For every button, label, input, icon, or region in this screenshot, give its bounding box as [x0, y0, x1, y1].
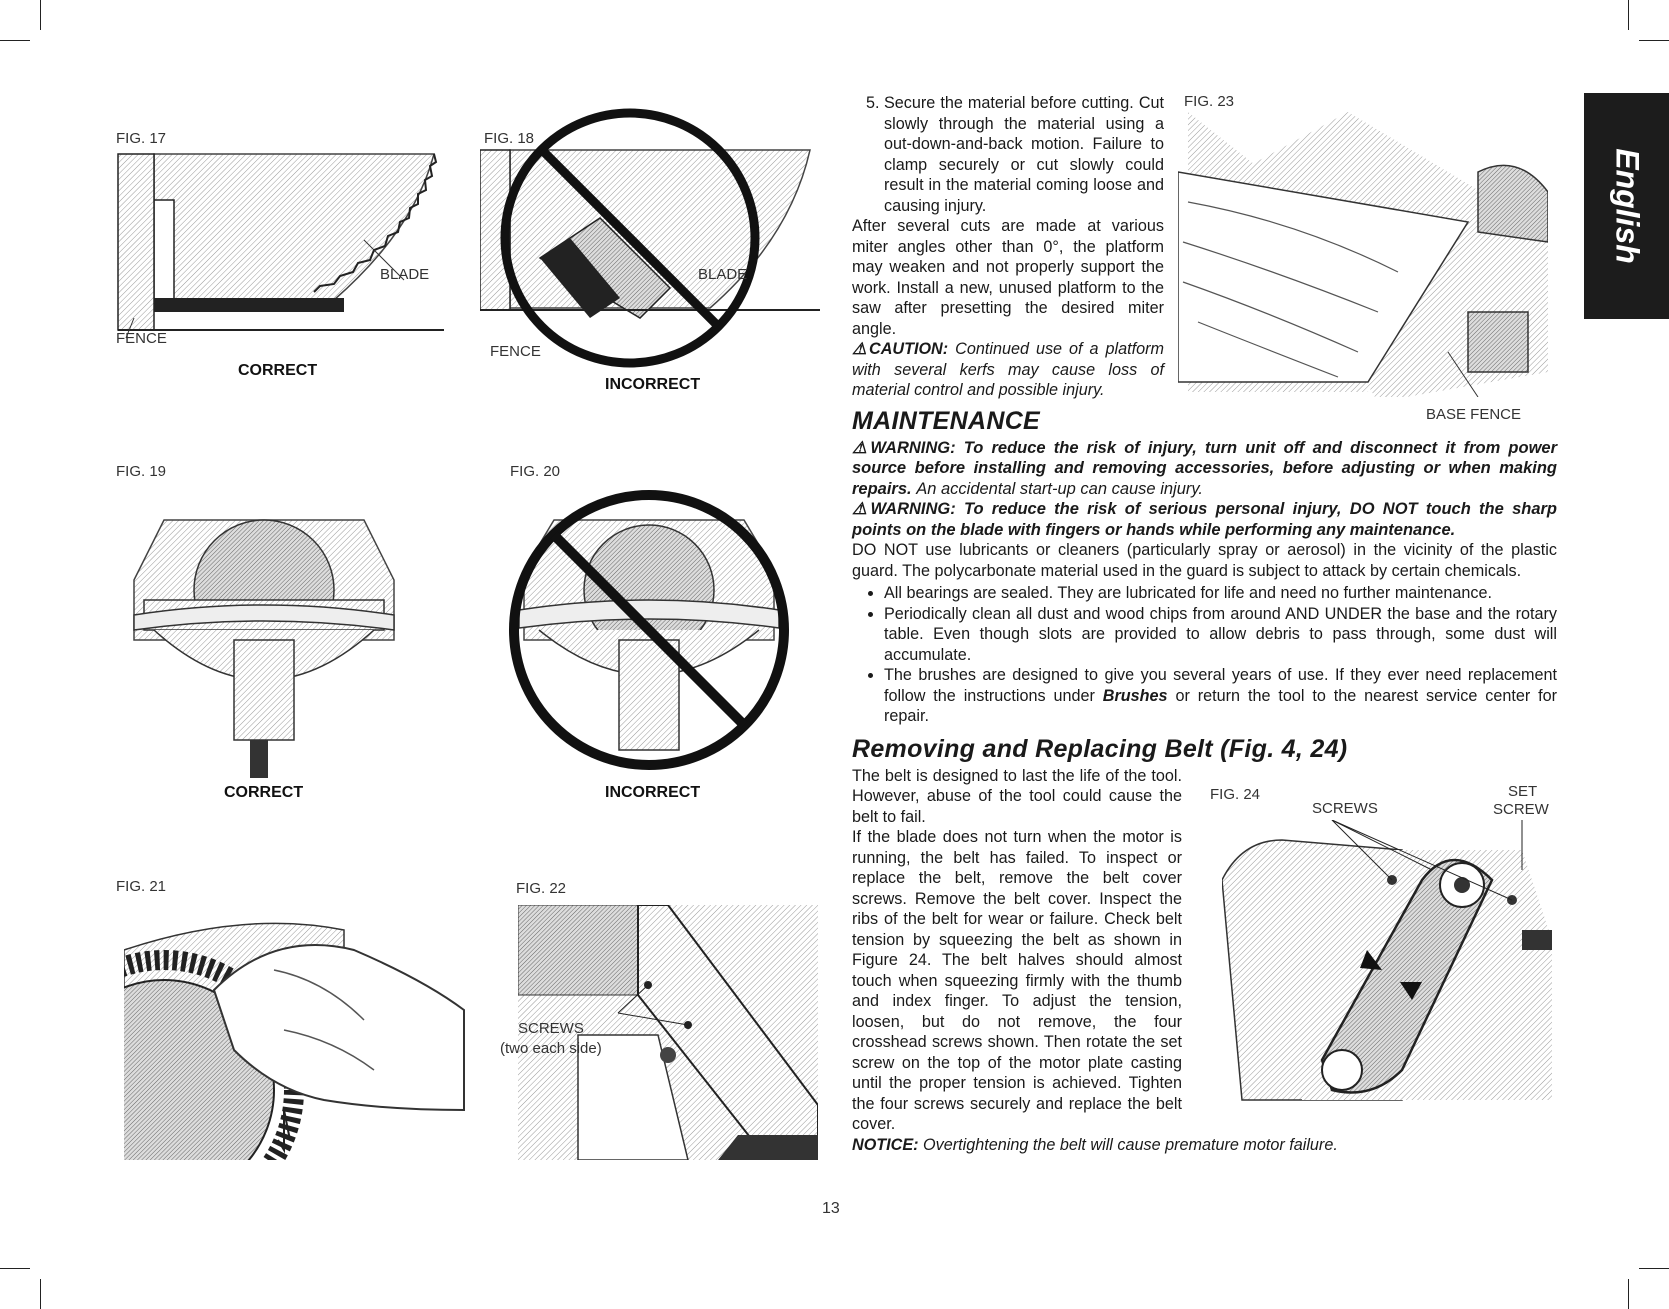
crop-mark: [40, 1279, 41, 1309]
after-cuts-paragraph: After several cuts are made at various miter angles other than 0°, the platform may weaken and not properly support the work. Install a new, unused platform to the saw after presetting the desired miter angle.: [852, 217, 1164, 338]
fig24-screws-callout: SCREWS: [1312, 800, 1378, 817]
bullet3-a: The brushes are designed to give you several years of use. If they ever need replacement follow the instructions under: [884, 666, 1557, 705]
caution-paragraph: ⚠CAUTION: Continued use of a platform with several kerfs may cause loss of material control and possible injury.: [852, 340, 1165, 399]
warning-1: [852, 438, 1557, 500]
fig19-label: FIG. 19: [116, 463, 167, 480]
fig23-illustration: [1178, 112, 1548, 397]
fig20-label: FIG. 20: [510, 463, 561, 480]
warning-icon: ⚠: [852, 500, 871, 518]
crop-mark: [1639, 1268, 1669, 1269]
warning-2-bold: WARNING: To reduce the risk of serious personal injury, DO NOT touch the sharp points on the blade with fingers or hands while performing any maintenance.: [852, 500, 1558, 539]
caution-label: CAUTION:: [869, 340, 949, 358]
fig17-illustration: [114, 150, 444, 340]
belt-paragraph-1: The belt is designed to last the life of the tool. However, abuse of the tool could cause the belt to fail.: [852, 766, 1182, 826]
warning-2: [852, 499, 1557, 540]
fig22-label: FIG. 22: [516, 880, 567, 897]
crop-mark: [1639, 40, 1669, 41]
step-5-line1: Secure the material before cutting.: [884, 94, 1134, 112]
fig17-blade-callout: BLADE: [380, 266, 430, 283]
fig18-blade-callout: BLADE: [698, 266, 748, 283]
page-number: 13: [822, 1200, 840, 1217]
fig24-screw-callout: SCREW: [1493, 801, 1549, 818]
list-item: • All bearings are sealed. They are lubricated for life and need no further maintenance.: [884, 583, 1557, 604]
crop-mark: [0, 40, 30, 41]
step-5: [852, 93, 1164, 216]
belt-paragraph-2: If the blade does not turn when the motor is running, the belt has failed. To inspect or replace the belt, remove the belt cover screws. Remove the belt cover. Inspect the ribs of the belt for wear or failure. Check belt tension by squeezing the belt as shown in Figure 24. The belt halves should almost touch when squeezing firmly with the thumb and index finger. To adjust the tension, loosen, but do not remove, the four crosshead screws shown. Then rotate the set screw on the top of the motor plate casting until the proper tension is achieved. Tighten the four screws securely and replace the belt cover.: [852, 828, 1182, 1133]
crop-mark: [0, 1268, 30, 1269]
fig17-fence-callout: FENCE: [116, 330, 167, 347]
step-5-rest: Cut slowly through the material using a out-down-and-back motion. Failure to clamp securely or cut slowly could result in the material coming loose and causing injury.: [884, 94, 1165, 215]
warning-1-rest: An accidental start-up can cause injury.: [916, 479, 1203, 498]
notice-text: Overtightening the belt will cause premature motor failure.: [923, 1135, 1338, 1154]
fig20-illustration: [504, 480, 794, 780]
fig17-caption: CORRECT: [238, 362, 318, 379]
fig22-screws-note: (two each side): [500, 1040, 602, 1057]
notice-paragraph: [852, 1135, 1557, 1156]
brushes-link: Brushes: [1102, 686, 1168, 705]
fig18-label: FIG. 18: [484, 130, 535, 147]
fig22-screws-callout: SCREWS: [518, 1020, 584, 1037]
list-item: [884, 665, 1557, 727]
fig17-label: FIG. 17: [116, 130, 167, 147]
lubricants-paragraph: DO NOT use lubricants or cleaners (particularly spray or aerosol) in the vicinity of the plastic guard. The polycarbonate material used in the guard is subject to attack by certain chemicals.: [852, 541, 1557, 580]
fig24-label: FIG. 24: [1210, 786, 1261, 803]
language-tab: [1584, 93, 1669, 319]
crop-mark: [1628, 0, 1629, 30]
crop-mark: [40, 0, 41, 30]
fig18-caption: INCORRECT: [605, 376, 701, 393]
fig24-illustration: [1222, 820, 1552, 1122]
bullet3-c: or return the tool to the nearest service center for repair.: [884, 686, 1558, 725]
step-5-number: 5.: [866, 94, 880, 112]
fig23-label: FIG. 23: [1184, 93, 1235, 110]
caution-text: Continued use of a platform with several kerfs may cause loss of material control and possible injury.: [852, 340, 1165, 399]
notice-label: NOTICE:: [852, 1135, 919, 1154]
fig20-caption: INCORRECT: [605, 784, 701, 801]
fig21-label: FIG. 21: [116, 878, 167, 895]
warning-1-bold: WARNING: To reduce the risk of injury, turn unit off and disconnect it from power source before installing and removing accessories, before adjusting or when making repairs.: [852, 438, 1557, 498]
list-item: • Periodically clean all dust and wood chips from around AND UNDER the base and the rotary table. Even though slots are provided to allow debris to pass through, some dust will accumulate.: [884, 604, 1557, 666]
fig21-illustration: [124, 910, 469, 1160]
maintenance-heading: MAINTENANCE: [852, 406, 1041, 435]
maintenance-list: [852, 583, 1557, 727]
belt-heading: Removing and Replacing Belt (Fig. 4, 24): [852, 734, 1348, 763]
fig19-illustration: [124, 490, 404, 780]
fig24-set-callout: SET: [1508, 783, 1538, 800]
fig23-base-fence-callout: BASE FENCE: [1426, 406, 1522, 423]
fig18-fence-callout: FENCE: [490, 343, 541, 360]
crop-mark: [1628, 1279, 1629, 1309]
warning-icon: ⚠: [852, 438, 871, 457]
language-tab-label: English: [1609, 148, 1645, 264]
fig19-caption: CORRECT: [224, 784, 304, 801]
fig18-illustration: [480, 88, 820, 378]
